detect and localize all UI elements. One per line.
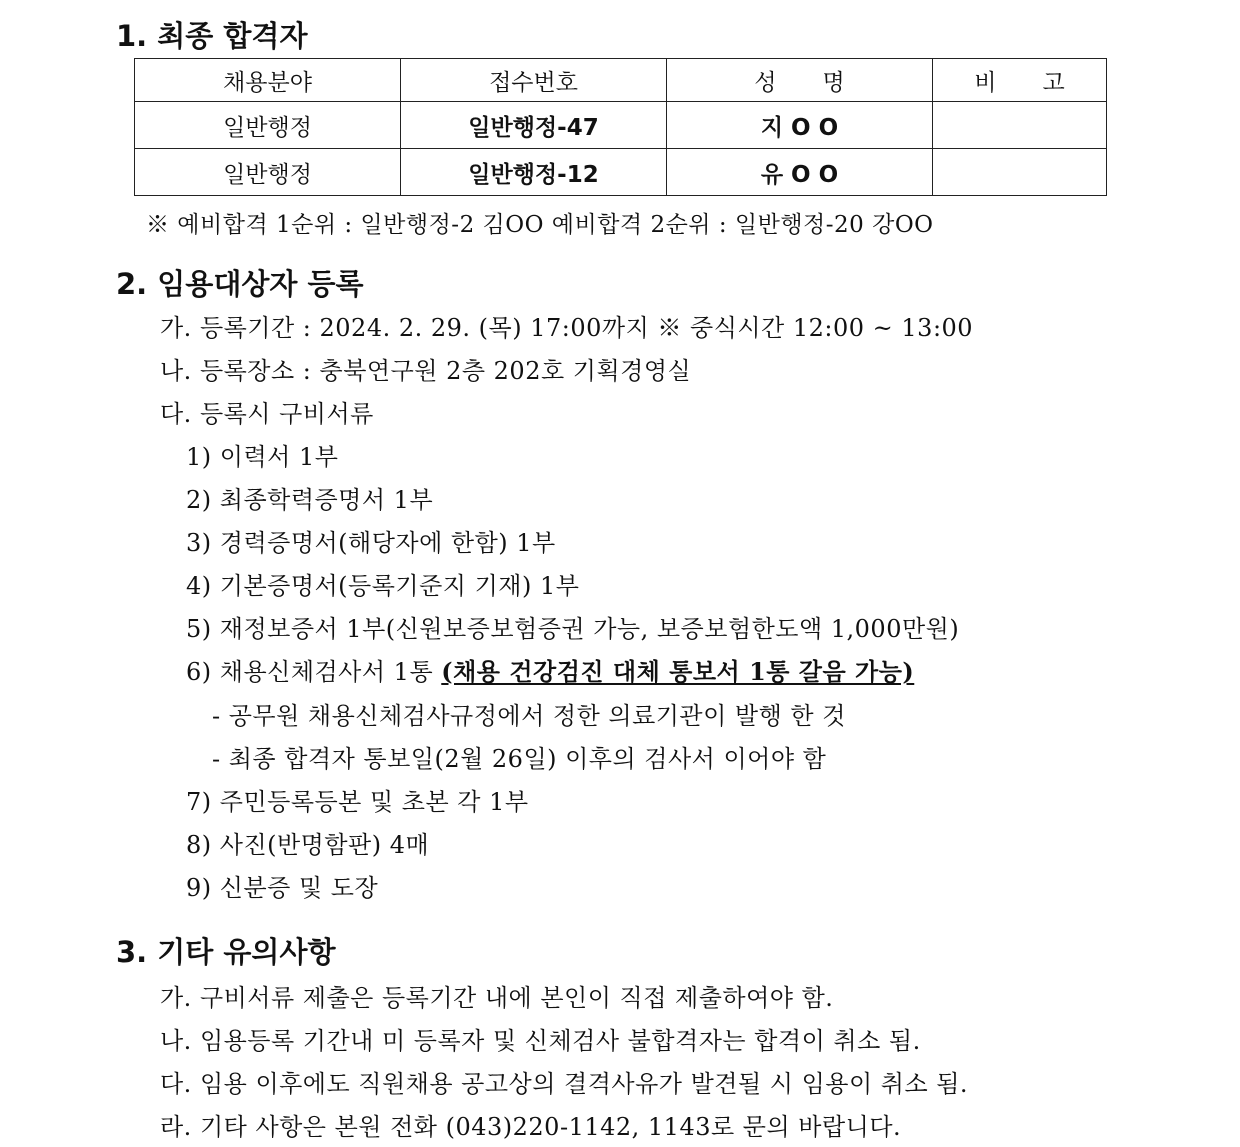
list-item: 가. 구비서류 제출은 등록기간 내에 본인이 직접 제출하여야 함.: [160, 984, 834, 1012]
cell-receipt-no: 일반행정-47: [401, 102, 667, 149]
cell-name: 지 O O: [667, 102, 933, 149]
header-receipt-no: 접수번호: [401, 59, 667, 102]
list-item: 5) 재정보증서 1부(신원보증보험증권 가능, 보증보험한도액 1,000만원): [186, 615, 960, 643]
required-docs-title: 다. 등록시 구비서류: [160, 400, 374, 428]
list-item: 4) 기본증명서(등록기준지 기재) 1부: [186, 572, 580, 600]
section1-title: 1. 최종 합격자: [116, 19, 308, 53]
cell-name: 유 O O: [667, 149, 933, 196]
medical-check-alternative: (채용 건강검진 대체 통보서 1통 갈음 가능): [441, 657, 915, 686]
table-row: [135, 149, 1107, 196]
list-subitem: - 최종 합격자 통보일(2월 26일) 이후의 검사서 이어야 함: [212, 745, 827, 773]
cell-receipt-no: 일반행정-12: [401, 149, 667, 196]
list-item: 나. 임용등록 기간내 미 등록자 및 신체검사 불합격자는 합격이 취소 됨.: [160, 1027, 921, 1055]
list-item: 7) 주민등록등본 및 초본 각 1부: [186, 788, 529, 816]
list-item: 2) 최종학력증명서 1부: [186, 486, 434, 514]
list-item: 다. 임용 이후에도 직원채용 공고상의 결격사유가 발견될 시 임용이 취소 됨.: [160, 1070, 969, 1098]
medical-check-label: 6) 채용신체검사서 1통: [186, 658, 442, 686]
list-item: 9) 신분증 및 도장: [186, 874, 379, 902]
list-item: 8) 사진(반명함판) 4매: [186, 831, 430, 859]
header-remarks: 비 고: [933, 59, 1107, 102]
registration-period: 가. 등록기간 : 2024. 2. 29. (목) 17:00까지 ※ 중식시간 12:00 ~ 13:00: [160, 314, 974, 342]
section2-title: 2. 임용대상자 등록: [116, 267, 364, 301]
cell-field: 일반행정: [135, 102, 401, 149]
list-item: 1) 이력서 1부: [186, 443, 339, 471]
cell-remarks: [933, 102, 1107, 149]
reserve-pass-note: ※ 예비합격 1순위 : 일반행정-2 김OO 예비합격 2순위 : 일반행정-20 강OO: [146, 212, 934, 238]
header-field: 채용분야: [135, 59, 401, 102]
list-item: 라. 기타 사항은 본원 전화 (043)220-1142, 1143로 문의 바랍니다.: [160, 1113, 902, 1141]
table-row: [135, 102, 1107, 149]
list-item: 3) 경력증명서(해당자에 한함) 1부: [186, 529, 556, 557]
header-name: 성 명: [667, 59, 933, 102]
registration-place: 나. 등록장소 : 충북연구원 2층 202호 기획경영실: [160, 357, 692, 385]
cell-remarks: [933, 149, 1107, 196]
final-results-table: [134, 58, 1107, 196]
section3-title: 3. 기타 유의사항: [116, 935, 336, 969]
table-header-row: [135, 59, 1107, 102]
cell-field: 일반행정: [135, 149, 401, 196]
list-item-medical-check: [186, 652, 914, 687]
list-subitem: - 공무원 채용신체검사규정에서 정한 의료기관이 발행 한 것: [212, 702, 846, 730]
